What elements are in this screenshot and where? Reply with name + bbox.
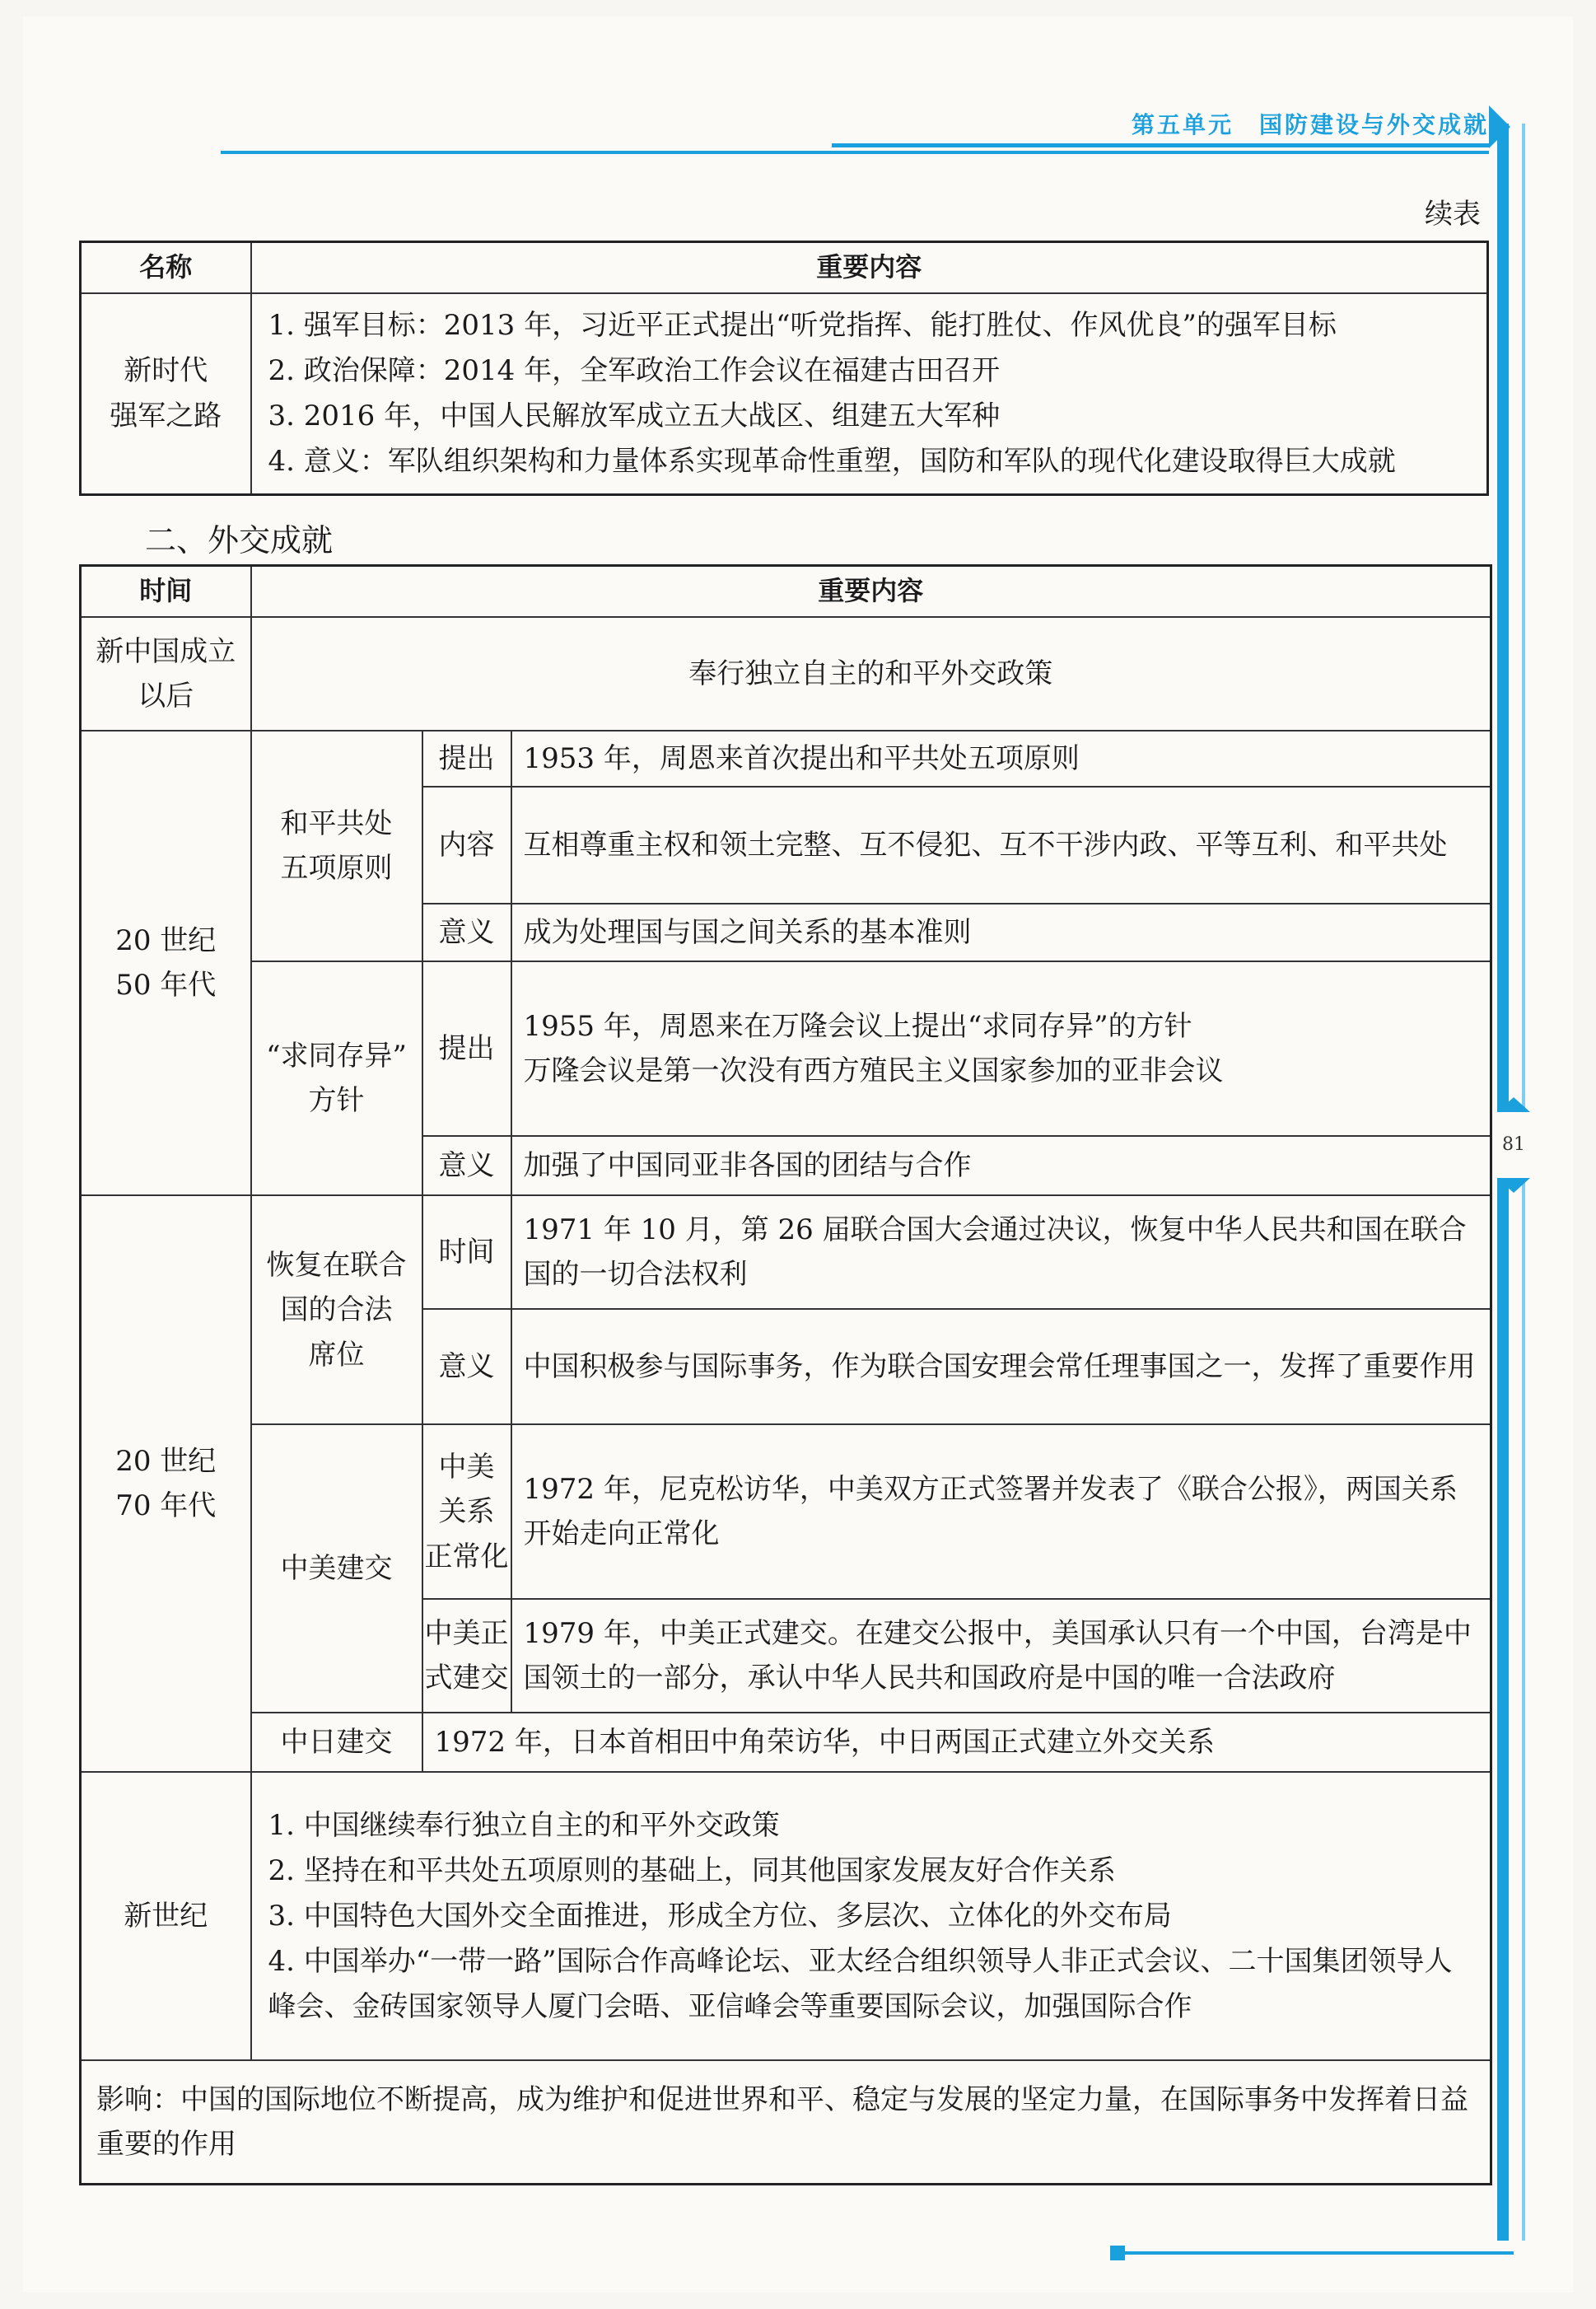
topic-cell: 中日建交 [251, 1713, 422, 1772]
col-header-time: 时间 [81, 566, 251, 618]
footer-rule [1120, 2251, 1514, 2255]
col-header-content: 重要内容 [251, 566, 1491, 618]
continued-label: 续表 [1425, 198, 1481, 231]
topic-cell: 中美建交 [251, 1424, 422, 1713]
content-cell: 加强了中国同亚非各国的团结与合作 [511, 1136, 1491, 1195]
label-cell: 中美正 式建交 [422, 1599, 511, 1713]
content-cell: 成为处理国与国之间关系的基本准则 [511, 904, 1491, 961]
label-cell: 意义 [422, 1136, 511, 1195]
content-cell: 中国积极参与国际事务，作为联合国安理会常任理事国之一，发挥了重要作用 [511, 1309, 1491, 1424]
label-cell: 内容 [422, 787, 511, 904]
header-rule-accent [832, 143, 1489, 147]
section-title: 二、外交成就 [145, 522, 334, 559]
content-cell: 1972 年，日本首相田中角荣访华，中日两国正式建立外交关系 [422, 1713, 1491, 1772]
label-cell: 提出 [422, 961, 511, 1136]
col-header-name: 名称 [81, 242, 251, 294]
content-cell: 1972 年，尼克松访华，中美双方正式签署并发表了《联合公报》，两国关系开始走向正常化 [511, 1424, 1491, 1599]
label-cell: 意义 [422, 1309, 511, 1424]
list-item: 4. 中国举办“一带一路”国际合作高峰论坛、亚太经合组织领导人非正式会议、二十国集团领导人峰会、金砖国家领导人厦门会晤、亚信峰会等重要国际会议，加强国际合作 [268, 1944, 1453, 2023]
content-cell: 1953 年，周恩来首次提出和平共处五项原则 [511, 731, 1491, 787]
topic-cell: 恢复在联合 国的合法 席位 [251, 1195, 422, 1424]
time-cell: 新世纪 [81, 1772, 251, 2060]
list-item: 1. 强军目标：2013 年，习近平正式提出“听党指挥、能打胜仗、作风优良”的强军目标 [268, 308, 1337, 342]
list-item: 1. 中国继续奉行独立自主的和平外交政策 [268, 1808, 780, 1842]
list-item: 3. 2016 年，中国人民解放军成立五大战区、组建五大军种 [268, 399, 1001, 432]
unit-title: 第五单元 国防建设与外交成就 [1131, 111, 1489, 138]
list-item: 2. 坚持在和平共处五项原则的基础上，同其他国家发展友好合作关系 [268, 1853, 1116, 1887]
content-cell [251, 1772, 1491, 2060]
label-cell: 意义 [422, 904, 511, 961]
header-rule [221, 151, 1489, 154]
content-cell: 1971 年 10 月，第 26 届联合国大会通过决议，恢复中华人民共和国在联合国的一切合法权利 [511, 1195, 1491, 1309]
topic-cell: 和平共处 五项原则 [251, 731, 422, 961]
row-content [251, 293, 1488, 494]
label-cell: 中美 关系 正常化 [422, 1424, 511, 1599]
impact-cell: 影响：中国的国际地位不断提高，成为维护和促进世界和平、稳定与发展的坚定力量，在国际事务中发挥着日益重要的作用 [81, 2060, 1491, 2184]
content-cell: 互相尊重主权和领土完整、互不侵犯、互不干涉内政、平等互利、和平共处 [511, 787, 1491, 904]
diplomacy-table [79, 564, 1492, 2185]
content-line: 万隆会议是第一次没有西方殖民主义国家参加的亚非会议 [523, 1054, 1224, 1088]
label-cell: 时间 [422, 1195, 511, 1309]
row-name: 新时代 强军之路 [81, 293, 251, 494]
content-line: 1955 年，周恩来在万隆会议上提出“求同存异”的方针 [523, 1010, 1192, 1043]
time-cell: 20 世纪 50 年代 [81, 731, 251, 1195]
content-cell [511, 961, 1491, 1136]
list-item: 4. 意义：军队组织架构和力量体系实现革命性重塑，国防和军队的现代化建设取得巨大成就 [268, 444, 1396, 478]
label-cell: 提出 [422, 731, 511, 787]
content-cell: 奉行独立自主的和平外交政策 [251, 617, 1491, 731]
time-cell: 20 世纪 70 年代 [81, 1195, 251, 1772]
content-cell: 1979 年，中美正式建交。在建交公报中，美国承认只有一个中国，台湾是中国领土的一部分，承认中华人民共和国政府是中国的唯一合法政府 [511, 1599, 1491, 1713]
list-item: 3. 中国特色大国外交全面推进，形成全方位、多层次、立体化的外交布局 [268, 1899, 1172, 1933]
topic-cell: “求同存异” 方针 [251, 961, 422, 1195]
col-header-content: 重要内容 [251, 242, 1488, 294]
time-cell: 新中国成立 以后 [81, 617, 251, 731]
page-number: 81 [1492, 1112, 1535, 1178]
list-item: 2. 政治保障：2014 年，全军政治工作会议在福建古田召开 [268, 353, 1001, 387]
military-table [79, 241, 1489, 496]
